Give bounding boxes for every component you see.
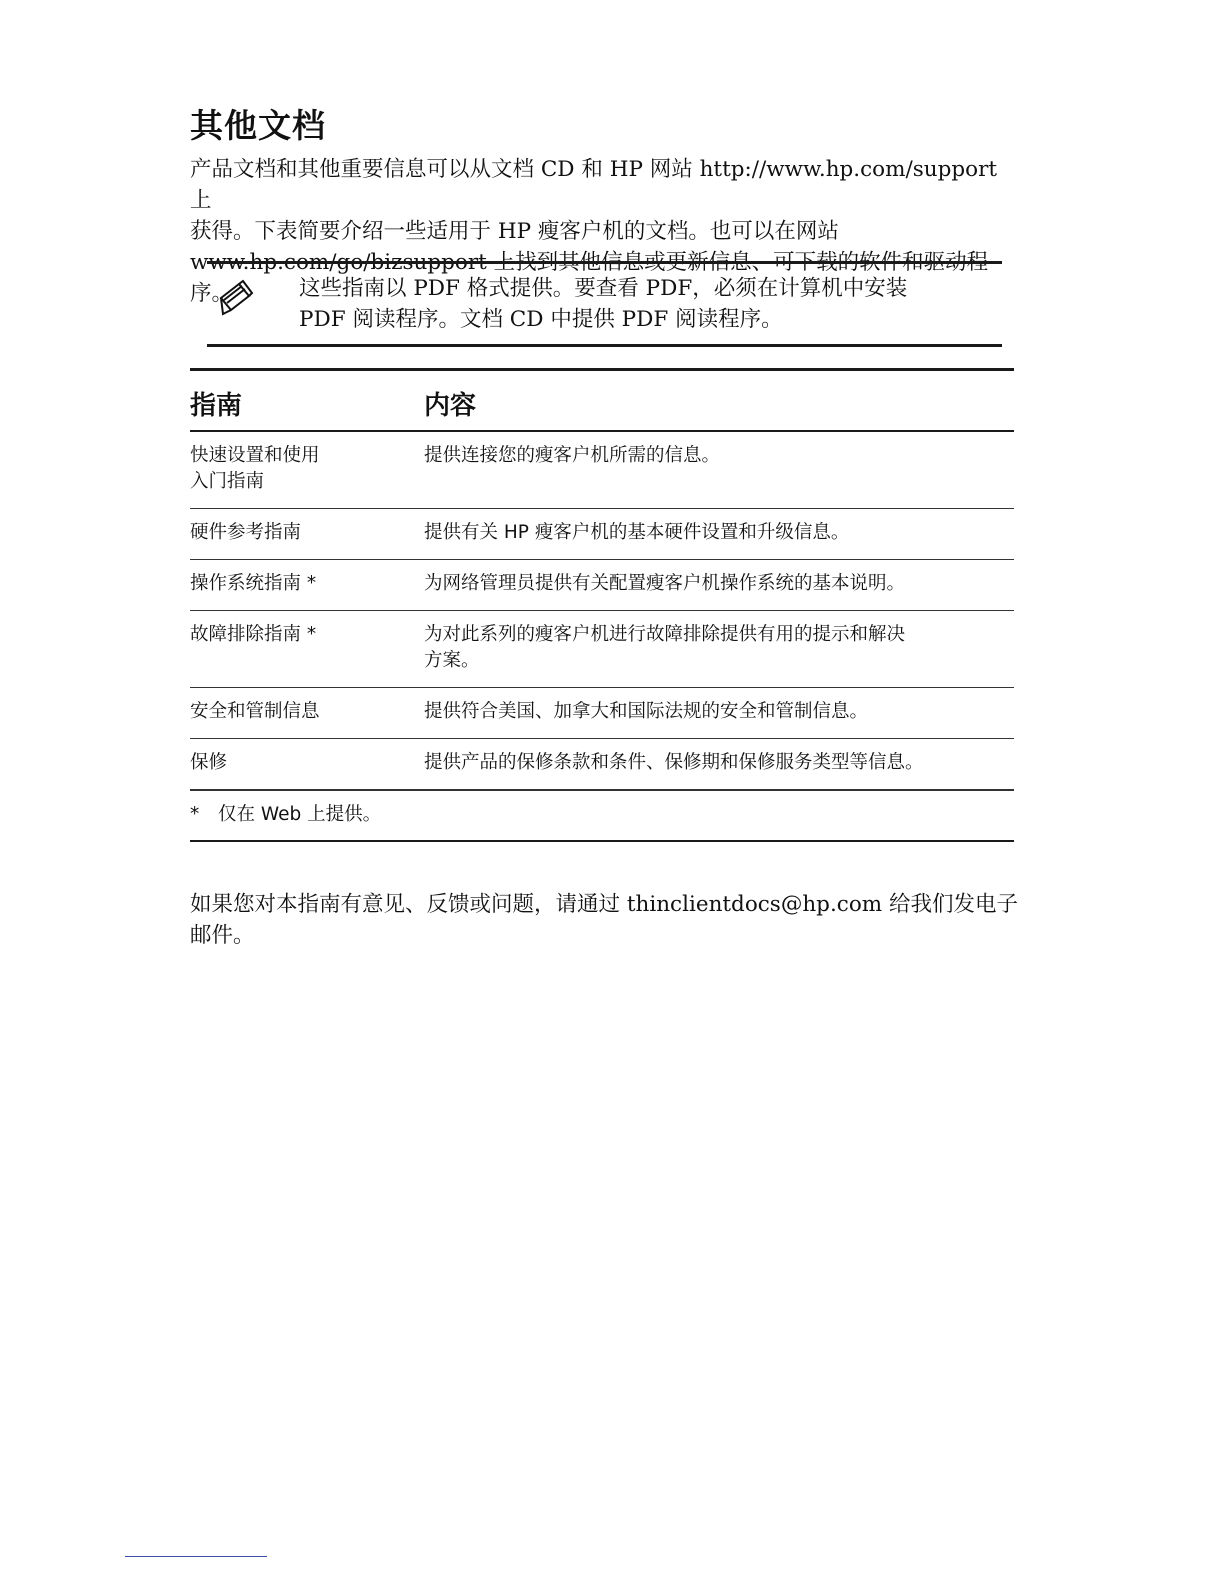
table-row — [190, 688, 1014, 739]
guide-cell: 故障排除指南 * — [190, 624, 317, 645]
page-title: 其他文档 — [190, 106, 326, 145]
content-cell: 提供有关 HP 瘦客户机的基本硬件设置和升级信息。 — [424, 522, 850, 543]
table-footnote — [190, 790, 1014, 840]
table-row — [190, 560, 1014, 611]
feedback-paragraph — [190, 889, 1022, 951]
guide-cell: 硬件参考指南 — [190, 522, 302, 543]
header-guide: 指南 — [190, 391, 243, 421]
note-text — [299, 273, 979, 335]
guide-cell: 操作系统指南 * — [190, 573, 317, 594]
table-header — [190, 371, 1014, 432]
header-content: 内容 — [424, 391, 477, 421]
footnote-marker: * — [190, 804, 200, 825]
note-line: 这些指南以 PDF 格式提供。要查看 PDF，必须在计算机中安装 — [299, 276, 908, 301]
guide-cell: 快速设置和使用 入门指南 — [190, 445, 320, 492]
guide-cell: 保修 — [190, 752, 228, 773]
intro-line: 获得。下表简要介绍一些适用于 HP 瘦客户机的文档。也可以在网站 — [190, 219, 839, 244]
table-row — [190, 432, 1014, 509]
intro-line: 产品文档和其他重要信息可以从文档 CD 和 HP 网站 http://www.hp.com/support 上 — [190, 157, 998, 213]
content-cell: 提供连接您的瘦客户机所需的信息。 — [424, 445, 721, 466]
pencil-note-icon — [215, 276, 255, 316]
table-row — [190, 509, 1014, 560]
guide-cell: 安全和管制信息 — [190, 701, 320, 722]
content-cell: 为对此系列的瘦客户机进行故障排除提供有用的提示和解决 方案。 — [424, 624, 906, 671]
content-cell: 提供产品的保修条款和条件、保修期和保修服务类型等信息。 — [424, 752, 924, 773]
note-box — [207, 261, 1002, 347]
content-cell: 为网络管理员提供有关配置瘦客户机操作系统的基本说明。 — [424, 573, 906, 594]
intro-line: www.hp.com/go/bizsupport 上找到其他信息或更新信息、可下载的软件和驱动程序。 — [190, 250, 989, 306]
feedback-line: 邮件。 — [190, 923, 255, 948]
footnote-text: 仅在 Web 上提供。 — [218, 804, 382, 825]
documentation-table — [190, 368, 1014, 842]
table-row — [190, 739, 1014, 790]
table-row — [190, 611, 1014, 688]
footer-rule — [125, 1556, 267, 1557]
content-cell: 提供符合美国、加拿大和国际法规的安全和管制信息。 — [424, 701, 869, 722]
feedback-line: 如果您对本指南有意见、反馈或问题，请通过 thinclientdocs@hp.com 给我们发电子 — [190, 892, 1018, 917]
note-line: PDF 阅读程序。文档 CD 中提供 PDF 阅读程序。 — [299, 307, 783, 332]
